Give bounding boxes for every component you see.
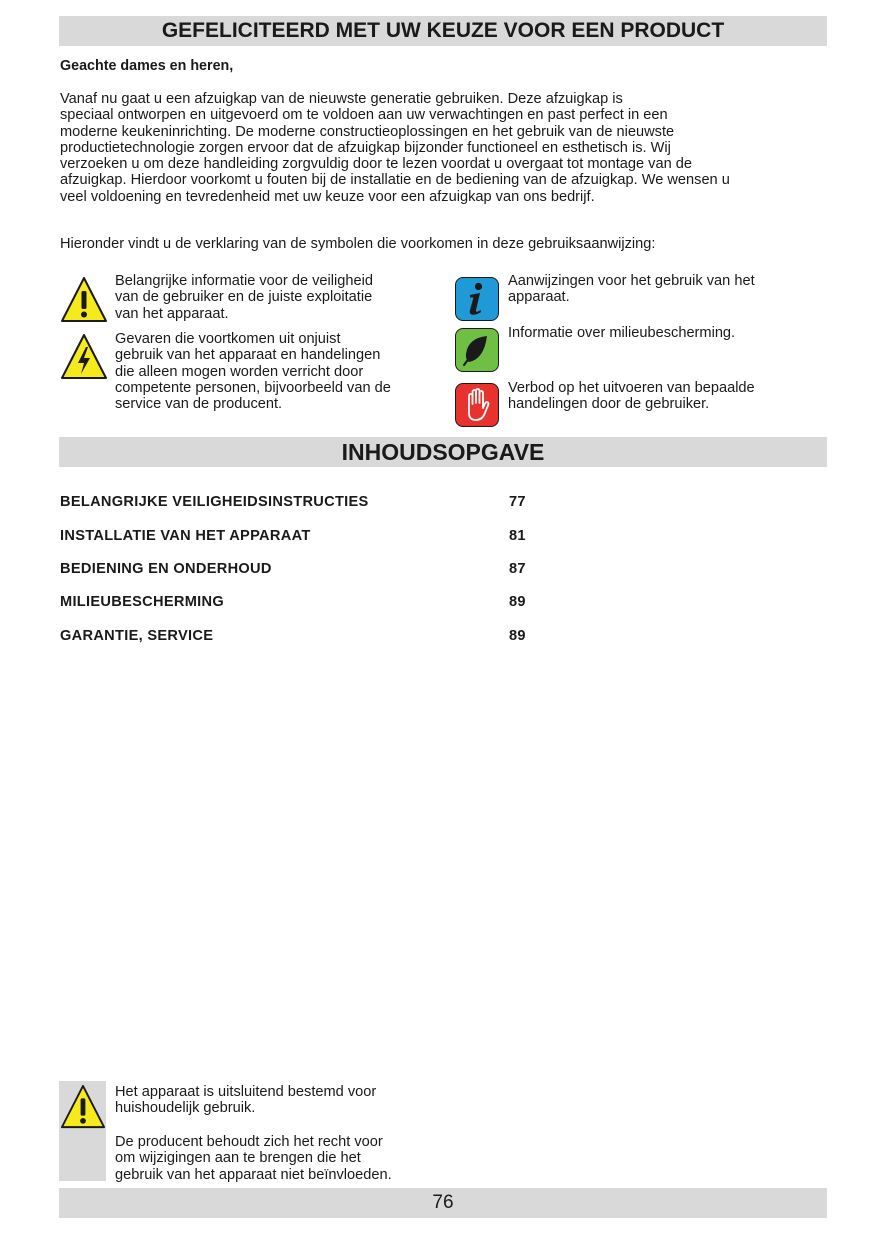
intro-line: verzoeken u om deze handleiding zorgvuldig door te lezen voordat u overgaat tot montage van de	[60, 156, 692, 173]
footer-note-line: om wijzigingen aan te brengen die het	[115, 1150, 361, 1167]
symbol-text-line: handelingen door de gebruiker.	[508, 396, 710, 413]
symbol-text-line: van de gebruiker en de juiste exploitatie	[115, 289, 373, 306]
stop-hand-icon	[455, 383, 499, 427]
info-glyph	[456, 278, 497, 319]
salutation: Geachte dames en heren,	[60, 58, 234, 74]
warning-exclamation-icon	[60, 1084, 106, 1130]
toc-title: INHOUDSOPGAVE	[59, 437, 827, 467]
symbol-text-line: Gevaren die voortkomen uit onjuist	[115, 331, 341, 347]
intro-line: speciaal ontworpen en uitgevoerd om te voldoen aan uw verwachtingen en past perfect in een	[60, 107, 668, 124]
symbol-description	[115, 273, 373, 322]
info-icon	[455, 277, 499, 321]
footer-note-line: Het apparaat is uitsluitend bestemd voor	[115, 1084, 377, 1100]
symbol-description	[508, 325, 735, 341]
footer-note-line: De producent behoudt zich het recht voor	[115, 1134, 383, 1150]
page-title: GEFELICITEERD MET UW KEUZE VOOR EEN PRODUCT	[59, 16, 827, 46]
symbol-text-line: gebruik van het apparaat en handelingen	[115, 347, 381, 364]
intro-line: moderne keukeninrichting. De moderne constructieoplossingen en het gebruik van de nieuwste	[60, 123, 675, 140]
symbol-text-line: service van de producent.	[115, 396, 283, 413]
hand-glyph	[456, 384, 497, 425]
symbol-description	[508, 273, 755, 306]
symbol-text-line: apparaat.	[508, 289, 570, 306]
page-number: 76	[59, 1188, 827, 1218]
symbol-text-line: Aanwijzingen voor het gebruik van het	[508, 273, 755, 289]
toc-entry-label: BELANGRIJKE VEILIGHEIDSINSTRUCTIES	[60, 494, 369, 510]
symbol-description	[508, 380, 755, 413]
symbol-description	[115, 331, 391, 412]
toc-entry-page: 89	[509, 628, 526, 644]
intro-line: veel voldoening en tevredenheid met uw keuze voor een afzuigkap van ons bedrijf.	[60, 188, 595, 205]
leaf-glyph	[456, 329, 497, 370]
footer-note-line: gebruik van het apparaat niet beïnvloeden.	[115, 1166, 392, 1183]
warning-exclamation-icon	[60, 276, 108, 324]
intro-line: Vanaf nu gaat u een afzuigkap van de nieuwste generatie gebruiken. Deze afzuigkap is	[60, 91, 623, 107]
intro-paragraph	[60, 91, 830, 205]
toc-entry[interactable]	[60, 494, 530, 510]
toc-entry-label: BEDIENING EN ONDERHOUD	[60, 561, 272, 577]
symbol-text-line: Informatie over milieubescherming.	[508, 325, 736, 341]
toc-entry-page: 81	[509, 528, 526, 544]
symbols-intro: Hieronder vindt u de verklaring van de symbolen die voorkomen in deze gebruiksaanwijzing:	[60, 236, 656, 252]
symbol-text-line: Belangrijke informatie voor de veiligheid	[115, 273, 373, 289]
toc-entry-page: 89	[509, 594, 526, 610]
symbol-text-line: van het apparaat.	[115, 305, 229, 322]
toc-entry-label: INSTALLATIE VAN HET APPARAAT	[60, 528, 311, 544]
toc-entry-page: 77	[509, 494, 526, 510]
toc-entry-page: 87	[509, 561, 526, 577]
symbol-text-line: die alleen mogen worden verricht door	[115, 363, 364, 380]
footer-note-text	[115, 1084, 376, 1117]
toc-entry-label: GARANTIE, SERVICE	[60, 628, 214, 644]
intro-line: afzuigkap. Hierdoor voorkomt u fouten bij de installatie en de bediening van de afzuigkap. We wensen u	[60, 172, 730, 189]
leaf-icon	[455, 328, 499, 372]
warning-lightning-icon	[60, 333, 108, 381]
toc-entry[interactable]	[60, 561, 530, 577]
footer-note-line: huishoudelijk gebruik.	[115, 1100, 256, 1117]
toc-entry[interactable]	[60, 528, 530, 544]
symbol-text-line: competente personen, bijvoorbeeld van de	[115, 379, 391, 396]
toc-entry[interactable]	[60, 594, 530, 610]
toc-entry[interactable]	[60, 628, 530, 644]
toc-entry-label: MILIEUBESCHERMING	[60, 594, 225, 610]
footer-note-text	[115, 1134, 392, 1183]
intro-line: productietechnologie zorgen ervoor dat de afzuigkap bijzonder functioneel en esthetisch is. Wij	[60, 139, 671, 156]
symbol-text-line: Verbod op het uitvoeren van bepaalde	[508, 380, 755, 396]
